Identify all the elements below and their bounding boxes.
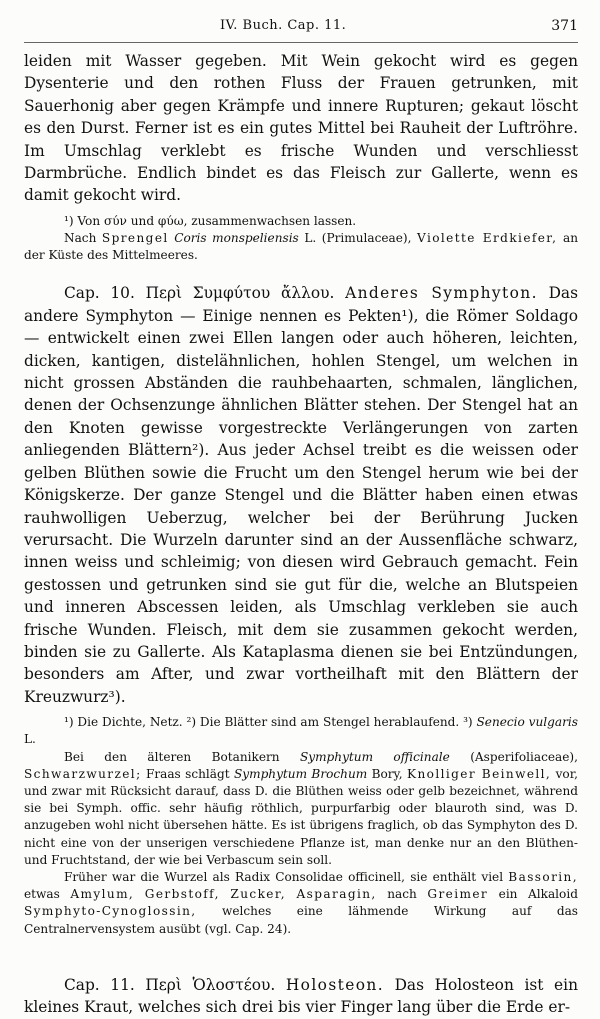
footnote: Früher war die Wurzel als Radix Consolidae officinell, sie enthält viel Bassorin, etwas Amylum, Gerbstoff, Zucker, Asparagin, nach Greimer ein Alkaloid Symphyto-Cynoglossin, welches eine lähmende Wirkung auf das Centralnervensystem ausübt (vgl. Cap. 24). (24, 870, 578, 936)
footnote-identification: Nach Sprengel Coris monspeliensis L. (Primulaceae), Violette Erdkiefer, an der Küste des Mittelmeeres. (24, 231, 578, 263)
running-title: IV. Buch. Cap. 11. (220, 18, 347, 33)
greek-title: Περὶ Συμφύτου ἄλλου. (145, 284, 335, 303)
footnote: ¹) Von σύν und φύω, zusammenwachsen lassen. (64, 213, 357, 228)
german-title: Anderes Symphyton. (345, 284, 538, 303)
page-content (24, 50, 578, 1019)
page-header (0, 18, 600, 36)
chapter-label: Cap. 11. (64, 975, 135, 994)
chapter-label: Cap. 10. (64, 284, 135, 303)
continuation-paragraph: leiden mit Wasser gegeben. Mit Wein gekocht wird es gegen Dysenterie und den rothen Fluss der Frauen getrunken, mit Sauerhonig aber gegen Krämpfe und innere Rupturen; gekaut löscht es den Durst. Ferner ist es ein gutes Mittel bei Rauheit der Luftröhre. Im Umschlag verklebt es frische Wunden und verschliesst Darmbrüche. Endlich bindet es das Fleisch zur Gallerte, wenn es damit gekocht wird. (24, 52, 578, 205)
greek-title: Περὶ Ὁλοστέου. (145, 975, 276, 994)
footnote: ¹) Die Dichte, Netz. ²) Die Blätter sind am Stengel herablaufend. ³) Senecio vulgaris L. (24, 715, 578, 747)
chapter-body: Das andere Symphyton — Einige nennen es Pekten¹), die Römer Soldago — entwickelt einen zwei Ellen langen oder auch höheren, leichten, dicken, kantigen, distelähnlichen, hohlen Stengel, um welchen in nicht grossen Abständen die rauhbehaarten, schmalen, länglichen, denen der Ochsenzunge ähnlichen Blätter stehen. Der Stengel hat an den Knoten gewisse vorgestreckte Verlängerungen von zarten anliegenden Blättern²). Aus jeder Achsel treibt es die weissen oder gelben Blüthen sowie die Frucht um den Stengel herum wie bei der Königskerze. Der ganze Stengel und die Blätter haben einen etwas rauhwolligen Ueberzug, welcher bei der Berührung Jucken verursacht. Die Wurzeln darunter sind an der Aussenfläche schwarz, innen weiss und schleimig; von diesen wird Gebrauch gemacht. Fein gestossen und getrunken sind sie gut für die, welche an Blutspeien und inneren Abscessen leiden, als Umschlag verkleben sie auch frische Wunden. Fleisch, mit dem sie zusammen gekocht werden, binden sie zu Gallerte. Als Kataplasma dienen sie bei Entzündungen, besonders am After, und zwar vortheilhaft mit den Blättern der Kreuzwurz³). (24, 284, 578, 706)
page-number: 371 (551, 18, 578, 34)
chapter-10 (24, 282, 578, 708)
header-rule (24, 42, 578, 43)
chapter-11 (24, 974, 578, 1019)
chapter-body: Das Holosteon ist ein kleines Kraut, welches sich drei bis vier Finger lang über die Erde er- (24, 975, 578, 1017)
german-title: Holosteon. (285, 975, 384, 994)
footnote: Bei den älteren Botanikern Symphytum officinale (Asperifoliaceae), Schwarzwurzel; Fraas schlägt Symphytum Brochum Bory, Knolliger Beinwell, vor, und zwar mit Rücksicht darauf, dass D. die Blüthen weiss oder gelb bezeichnet, während sie bei Symph. offic. sehr häufig röthlich, purpurfarbig oder blauroth sind, was D. anzugeben wohl nicht übersehen hätte. Es ist übrigens fraglich, ob das Symphyton des D. nicht eine von der unserigen verschiedene Pflanze ist, man denke nur an den Blüthen- und Fruchtstand, der wie bei Verbascum sein soll. (24, 749, 578, 867)
